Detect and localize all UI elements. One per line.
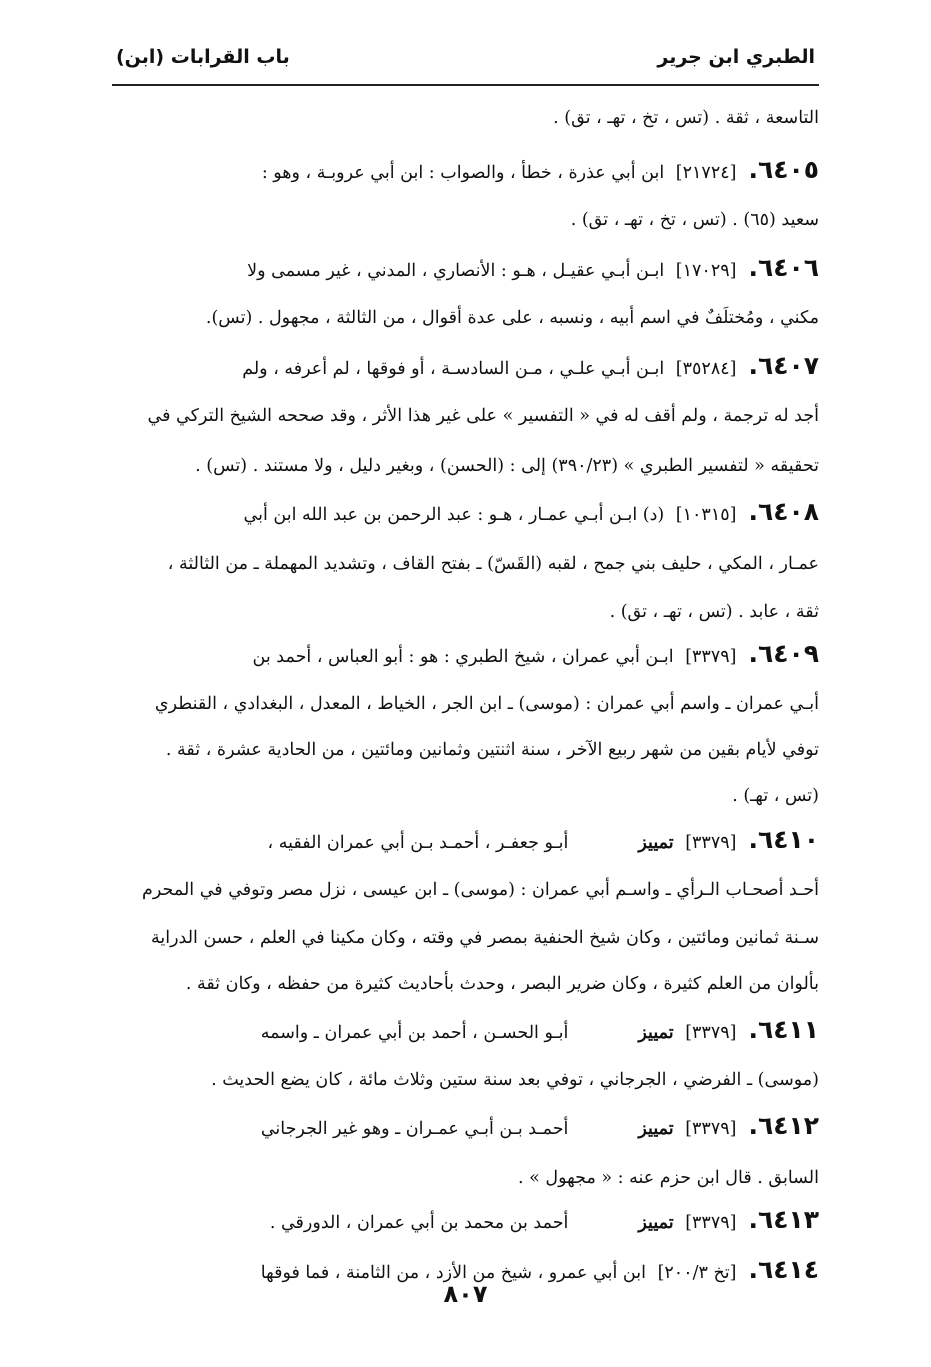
text-line xyxy=(112,92,819,144)
line-text: أجد له ترجمة ، ولم أقف له في « التفسير » على غير هذا الأثر ، وقد صححه الشيخ التركي في xyxy=(147,406,819,426)
line-text: أحمد بن محمد بن أبي عمران ، الدورقي . xyxy=(269,1213,569,1233)
running-title-right: الطبري ابن جرير xyxy=(657,46,815,68)
line-text: ابن أبي عمرو ، شيخ من الأزد ، من الثامنة ، فما فوقها xyxy=(260,1263,646,1283)
entry-number: ٦٤٠٥. xyxy=(748,155,819,184)
entry-number: ٦٤١٠. xyxy=(748,825,819,854)
line-text: التاسعة ، ثقة . (تس ، تخ ، تهـ ، تق) . xyxy=(553,108,819,128)
text-line xyxy=(112,912,819,964)
line-text: مكني ، ومُختلَفٌ في اسم أبيه ، ونسبه ، على عدة أقوال ، من الثالثة ، مجهول . (تس). xyxy=(205,308,819,328)
line-text: أبـو الحسـن ، أحمد بن أبي عمران ـ واسمه xyxy=(260,1023,569,1043)
text-line xyxy=(112,538,819,590)
entry-line xyxy=(112,242,819,294)
line-text: أبـي عمران ـ واسم أبي عمران : (موسى) ـ ابن الجر ، الخياط ، المعدل ، البغدادي ، القنطري xyxy=(154,694,819,714)
tamyiz-label: تمييز xyxy=(638,1119,674,1139)
entry-reference: [١٧٠٢٩] xyxy=(675,261,737,281)
entry-line xyxy=(112,1100,819,1152)
entry-reference: [٣٣٧٩] xyxy=(685,1119,737,1139)
line-text: سـنة ثمانين ومائتين ، وكان شيخ الحنفية بمصر في وقته ، وكان مكينا في العلم ، حسن الدراية xyxy=(150,928,819,948)
text-line xyxy=(112,958,819,1010)
line-text: توفي لأيام بقين من شهر ربيع الآخر ، سنة اثنتين وثمانين ومائتين ، من الحادية عشرة ، ثقة . xyxy=(165,740,819,760)
line-text: سعيد (٦٥) . (تس ، تخ ، تهـ ، تق) . xyxy=(570,210,819,230)
text-line xyxy=(112,864,819,916)
entry-reference: [٣٣٧٩] xyxy=(685,647,737,667)
page-header xyxy=(112,40,819,76)
entry-line xyxy=(112,628,819,680)
entry-number: ٦٤١٤. xyxy=(748,1255,819,1284)
line-text: بألوان من العلم كثيرة ، وكان ضرير البصر ، وحدث بأحاديث كثيرة من حفظه ، وكان ثقة . xyxy=(185,974,819,994)
tamyiz-label: تمييز xyxy=(638,833,674,853)
text-line xyxy=(112,292,819,344)
entry-reference: [٣٣٧٩] xyxy=(685,833,737,853)
line-text: ابـن أبـي عقيـل ، هـو : الأنصاري ، المدني ، غير مسمى ولا xyxy=(247,261,665,281)
line-text: تحقيقه « لتفسير الطبري » (٣٩٠/٢٣) إلى : (الحسن) ، وبغير دليل ، ولا مستند . (تس) . xyxy=(195,456,819,476)
entry-line xyxy=(112,1004,819,1056)
entry-line xyxy=(112,1194,819,1246)
page-number: ٨٠٧ xyxy=(443,1280,488,1308)
text-line xyxy=(112,724,819,776)
entry-number: ٦٤٠٨. xyxy=(748,497,819,526)
entry-line xyxy=(112,144,819,196)
text-line xyxy=(112,678,819,730)
tamyiz-label: تمييز xyxy=(638,1023,674,1043)
entry-number: ٦٤٠٦. xyxy=(748,253,819,282)
text-line xyxy=(112,390,819,442)
line-text: أحـد أصحـاب الـرأي ـ واسـم أبي عمران : (موسى) ـ ابن عيسى ، نزل مصر وتوفي في المحرم xyxy=(142,880,819,900)
text-line xyxy=(112,194,819,246)
entry-number: ٦٤١٢. xyxy=(748,1111,819,1140)
line-text: أبـو جعفـر ، أحمـد بـن أبي عمران الفقيه ، xyxy=(267,833,569,853)
entry-reference: [٢١٧٢٤] xyxy=(675,163,737,183)
line-text: أحمـد بـن أبـي عمـران ـ وهو غير الجرجاني xyxy=(260,1119,569,1139)
entry-reference: [٣٣٧٩] xyxy=(685,1213,737,1233)
line-text: (د) ابـن أبـي عمـار ، هـو : عبد الرحمن بن عبد الله ابن أبي xyxy=(243,505,665,525)
tamyiz-label: تمييز xyxy=(638,1213,674,1233)
line-text: ابـن أبـي علـي ، مـن السادسـة ، أو فوقها ، لم أعرفه ، ولم xyxy=(242,359,665,379)
line-text: السابق . قال ابن حزم عنه : « مجهول » . xyxy=(517,1168,819,1188)
line-text: عمـار ، المكي ، حليف بني جمح ، لقبه (القَسّ) ـ بفتح القاف ، وتشديد المهملة ـ من الثالثة ، xyxy=(167,554,819,574)
entry-number: ٦٤٠٩. xyxy=(748,639,819,668)
entry-reference: [٣٣٧٩] xyxy=(685,1023,737,1043)
entry-reference: [١٠٣١٥] xyxy=(675,505,737,525)
line-text: (تس ، تهـ) . xyxy=(732,786,819,806)
entry-number: ٦٤٠٧. xyxy=(748,351,819,380)
entry-line xyxy=(112,486,819,538)
line-text: ابـن أبي عمران ، شيخ الطبري : هو : أبو العباس ، أحمد بن xyxy=(252,647,674,667)
line-text: ثقة ، عابد . (تس ، تهـ ، تق) . xyxy=(609,602,819,622)
line-text: (موسى) ـ الفرضي ، الجرجاني ، توفي بعد سنة ستين وثلاث مائة ، كان يضع الحديث . xyxy=(211,1070,819,1090)
entry-number: ٦٤١١. xyxy=(748,1015,819,1044)
line-text: ابن أبي عذرة ، خطأ ، والصواب : ابن أبي عروبـة ، وهو : xyxy=(261,163,665,183)
entry-reference: [تخ ٢٠٠/٣] xyxy=(657,1263,737,1283)
entry-line xyxy=(112,814,819,866)
entry-number: ٦٤١٣. xyxy=(748,1205,819,1234)
entry-reference: [٣٥٢٨٤] xyxy=(675,359,737,379)
text-line xyxy=(112,440,819,492)
text-line xyxy=(112,1054,819,1106)
header-rule xyxy=(112,84,819,86)
running-title-left: باب القرابات (ابن) xyxy=(116,46,290,68)
entry-line xyxy=(112,340,819,392)
